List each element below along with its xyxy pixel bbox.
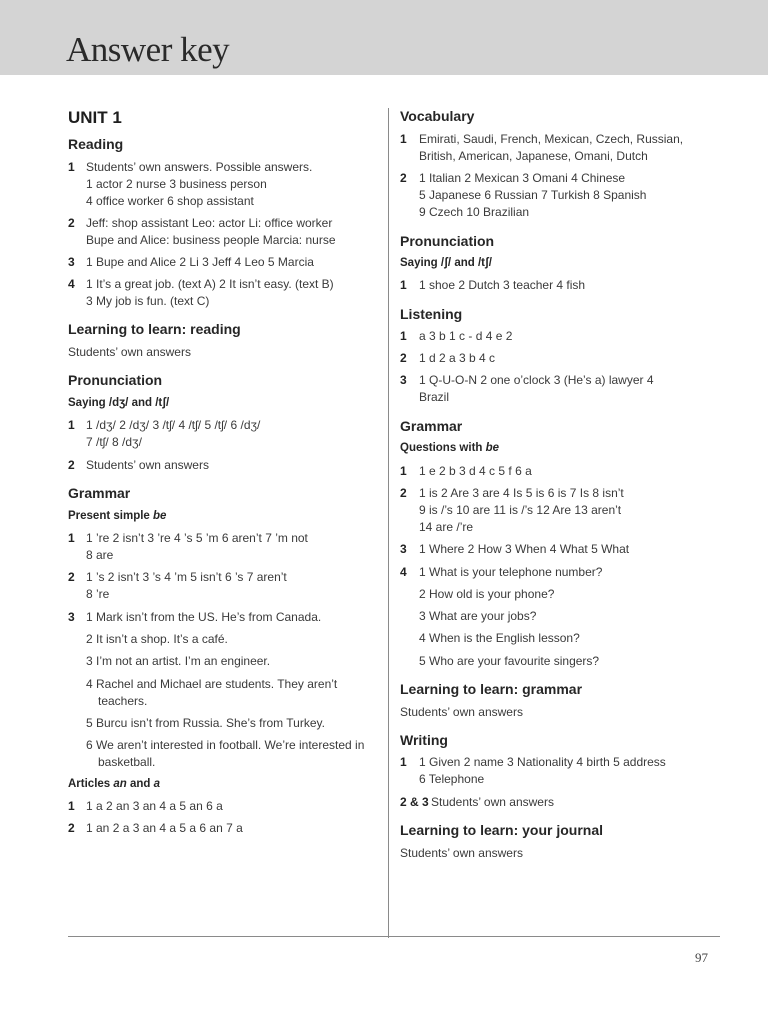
bottom-rule xyxy=(68,936,720,937)
grammar-subheading: Questions with be xyxy=(400,442,500,454)
answer-line: 3 My job is fun. (text C) xyxy=(86,294,210,308)
item-number: 4 xyxy=(68,277,75,291)
answer-line: 1 shoe 2 Dutch 3 teacher 4 fish xyxy=(419,278,586,292)
answer-line: 1 d 2 a 3 b 4 c xyxy=(419,351,496,365)
item-number: 2 xyxy=(68,458,75,472)
answer-line: 1 What is your telephone number? xyxy=(419,565,603,579)
grammar-subheading: Present simple be xyxy=(68,510,167,522)
answer-line: a 3 b 1 c - d 4 e 2 xyxy=(419,329,513,343)
pronunciation-heading: Pronunciation xyxy=(68,372,163,388)
answer-line: basketball. xyxy=(98,755,156,769)
answer-line: 2 It isn’t a shop. It’s a café. xyxy=(86,632,228,646)
answer-line: Students’ own answers xyxy=(68,345,191,359)
item-number: 1 xyxy=(68,160,75,174)
item-number: 1 xyxy=(68,418,75,432)
answer-line: 3 What are your jobs? xyxy=(419,609,537,623)
answer-line: 6 Telephone xyxy=(419,772,485,786)
reading-heading: Reading xyxy=(68,136,124,152)
answer-line: Students’ own answers xyxy=(431,795,554,809)
answer-line: 5 Who are your favourite singers? xyxy=(419,654,600,668)
answer-line: 1 Mark isn’t from the US. He’s from Canada. xyxy=(86,610,322,624)
page-number: 97 xyxy=(695,950,708,965)
grammar-heading: Grammar xyxy=(68,485,131,501)
answer-line: British, American, Japanese, Omani, Dutch xyxy=(419,149,648,163)
answer-line: 1 It’s a great job. (text A) 2 It isn’t easy. (text B) xyxy=(86,277,334,291)
vocabulary-heading: Vocabulary xyxy=(400,108,475,124)
learning-grammar-heading: Learning to learn: grammar xyxy=(400,681,583,697)
answer-line: 9 is /’s 10 are 11 is /’s 12 Are 13 aren’t xyxy=(419,503,622,517)
answer-line: 9 Czech 10 Brazilian xyxy=(419,205,530,219)
answer-line: 1 actor 2 nurse 3 business person xyxy=(86,177,267,191)
item-number: 1 xyxy=(400,278,407,292)
answer-line: 14 are /’re xyxy=(419,520,474,534)
pronunciation-heading: Pronunciation xyxy=(400,233,495,249)
answer-line: 1 /dʒ/ 2 /dʒ/ 3 /tʃ/ 4 /tʃ/ 5 /tʃ/ 6 /dʒ/ xyxy=(86,418,261,432)
answer-line: Brazil xyxy=(419,390,450,404)
articles-subheading: Articles an and a xyxy=(68,778,161,790)
answer-line: 1 is 2 Are 3 are 4 Is 5 is 6 is 7 Is 8 isn’t xyxy=(419,486,624,500)
item-number: 2 xyxy=(68,821,75,835)
answer-line: 8 ’re xyxy=(86,587,110,601)
answer-line: 1 ’re 2 isn’t 3 ’re 4 ’s 5 ’m 6 aren’t 7 ’m not xyxy=(86,531,308,545)
item-number: 1 xyxy=(68,799,75,813)
learning-reading-heading: Learning to learn: reading xyxy=(68,321,241,337)
answer-line: 4 When is the English lesson? xyxy=(419,631,580,645)
answer-line: 7 /tʃ/ 8 /dʒ/ xyxy=(86,435,142,449)
pronunciation-subheading: Saying /dʒ/ and /tʃ/ xyxy=(68,397,170,409)
item-number: 1 xyxy=(68,531,75,545)
pronunciation-subheading: Saying /ʃ/ and /tʃ/ xyxy=(400,257,493,269)
answer-line: 1 a 2 an 3 an 4 a 5 an 6 a xyxy=(86,799,223,813)
answer-line: Students’ own answers xyxy=(400,846,523,860)
answer-line: Bupe and Alice: business people Marcia: nurse xyxy=(86,233,336,247)
answer-line: teachers. xyxy=(98,694,148,708)
item-number: 4 xyxy=(400,565,407,579)
answer-line: Students’ own answers. Possible answers. xyxy=(86,160,313,174)
answer-line: Jeff: shop assistant Leo: actor Li: office worker xyxy=(86,216,333,230)
item-number: 1 xyxy=(400,329,407,343)
answer-line: 1 Italian 2 Mexican 3 Omani 4 Chinese xyxy=(419,171,626,185)
item-number: 2 xyxy=(68,216,75,230)
answer-line: 2 How old is your phone? xyxy=(419,587,555,601)
writing-heading: Writing xyxy=(400,732,448,748)
answer-line: 5 Burcu isn’t from Russia. She’s from Turkey. xyxy=(86,716,325,730)
item-number: 1 xyxy=(400,132,407,146)
item-number: 3 xyxy=(68,610,75,624)
answer-line: 1 Q-U-O-N 2 one o’clock 3 (He’s a) lawyer 4 xyxy=(419,373,654,387)
item-number: 3 xyxy=(400,373,407,387)
page-title: Answer key xyxy=(66,30,230,69)
answer-line: Students’ own answers xyxy=(86,458,209,472)
listening-heading: Listening xyxy=(400,306,463,322)
item-number: 2 xyxy=(400,171,407,185)
answer-line: 1 e 2 b 3 d 4 c 5 f 6 a xyxy=(419,464,532,478)
item-number: 2 & 3 xyxy=(400,795,429,809)
item-number: 3 xyxy=(400,542,407,556)
answer-line: 5 Japanese 6 Russian 7 Turkish 8 Spanish xyxy=(419,188,647,202)
grammar-heading: Grammar xyxy=(400,418,463,434)
learning-journal-heading: Learning to learn: your journal xyxy=(400,822,604,838)
answer-line: 4 Rachel and Michael are students. They aren’t xyxy=(86,677,338,691)
answer-line: 1 ’s 2 isn’t 3 ’s 4 ’m 5 isn’t 6 ’s 7 aren’t xyxy=(86,570,287,584)
answer-line: 1 Given 2 name 3 Nationality 4 birth 5 address xyxy=(419,755,666,769)
column-divider xyxy=(388,108,389,938)
answer-line: 3 I’m not an artist. I’m an engineer. xyxy=(86,654,271,668)
item-number: 1 xyxy=(400,755,407,769)
answer-line: 1 Where 2 How 3 When 4 What 5 What xyxy=(419,542,630,556)
answer-line: Students’ own answers xyxy=(400,705,523,719)
answer-line: 1 Bupe and Alice 2 Li 3 Jeff 4 Leo 5 Marcia xyxy=(86,255,314,269)
answer-line: 4 office worker 6 shop assistant xyxy=(86,194,254,208)
item-number: 1 xyxy=(400,464,407,478)
answer-line: 8 are xyxy=(86,548,114,562)
item-number: 2 xyxy=(400,486,407,500)
item-number: 2 xyxy=(400,351,407,365)
answer-line: 1 an 2 a 3 an 4 a 5 a 6 an 7 a xyxy=(86,821,243,835)
item-number: 2 xyxy=(68,570,75,584)
unit-heading: UNIT 1 xyxy=(68,108,122,127)
answer-line: 6 We aren’t interested in football. We’re interested in xyxy=(86,738,365,752)
item-number: 3 xyxy=(68,255,75,269)
answer-line: Emirati, Saudi, French, Mexican, Czech, Russian, xyxy=(419,132,684,146)
